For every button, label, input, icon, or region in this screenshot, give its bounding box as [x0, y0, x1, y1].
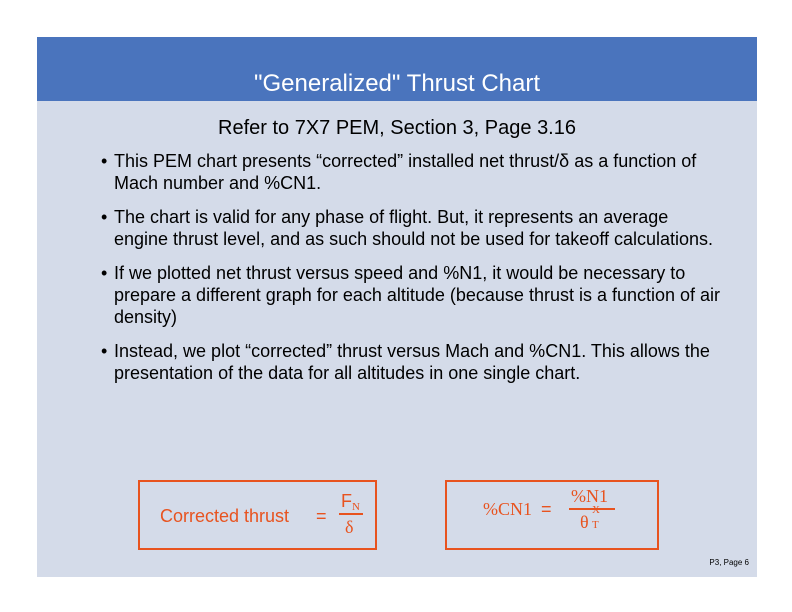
- fraction-denominator: δ: [345, 517, 354, 537]
- bullet-item: [101, 150, 721, 194]
- slide-subtitle: Refer to 7X7 PEM, Section 3, Page 3.16: [218, 117, 576, 139]
- bullet-text: The chart is valid for any phase of flight. But, it represents an average engine thrust level, and as such should not be used for takeoff calculations.: [114, 207, 714, 249]
- denominator-subscript: T: [592, 519, 599, 531]
- equals-sign: =: [541, 499, 552, 519]
- fraction-numerator: %N1: [571, 486, 608, 506]
- equals-sign: =: [316, 506, 327, 526]
- bullet-dot: •: [101, 207, 108, 227]
- bullet-text: Instead, we plot “corrected” thrust versus Mach and %CN1. This allows the presentation of the data for all altitudes in one single chart.: [114, 341, 710, 383]
- numerator-subscript: N: [352, 501, 360, 513]
- slide: [37, 37, 757, 577]
- bullet-dot: •: [101, 341, 108, 361]
- bullet-text: If we plotted net thrust versus speed and %N1, it would be necessary to prepare a different graph for each altitude (because thrust is a function of air density): [114, 263, 721, 327]
- denominator-superscript: X: [592, 504, 600, 516]
- bullet-item: [101, 206, 721, 250]
- fraction-bar: [339, 513, 363, 515]
- fraction-denominator: θ: [580, 512, 589, 532]
- corrected-thrust-formula-box: [138, 480, 377, 550]
- cn1-label: %CN1: [483, 499, 532, 519]
- page-number: P3, Page 6: [709, 558, 749, 567]
- bullet-item: [101, 340, 721, 384]
- bullet-dot: •: [101, 263, 108, 283]
- fraction-numerator: $F_N$: [341, 491, 360, 513]
- slide-title: "Generalized" Thrust Chart: [253, 70, 541, 97]
- bullet-dot: •: [101, 151, 108, 171]
- corrected-thrust-label: Corrected thrust: [160, 506, 290, 526]
- bullet-item: [101, 262, 721, 328]
- bullet-text: This PEM chart presents “corrected” installed net thrust/δ as a function of Mach number and %CN1.: [114, 151, 697, 193]
- cn1-formula-box: [445, 480, 659, 550]
- bullet-list: [101, 150, 721, 396]
